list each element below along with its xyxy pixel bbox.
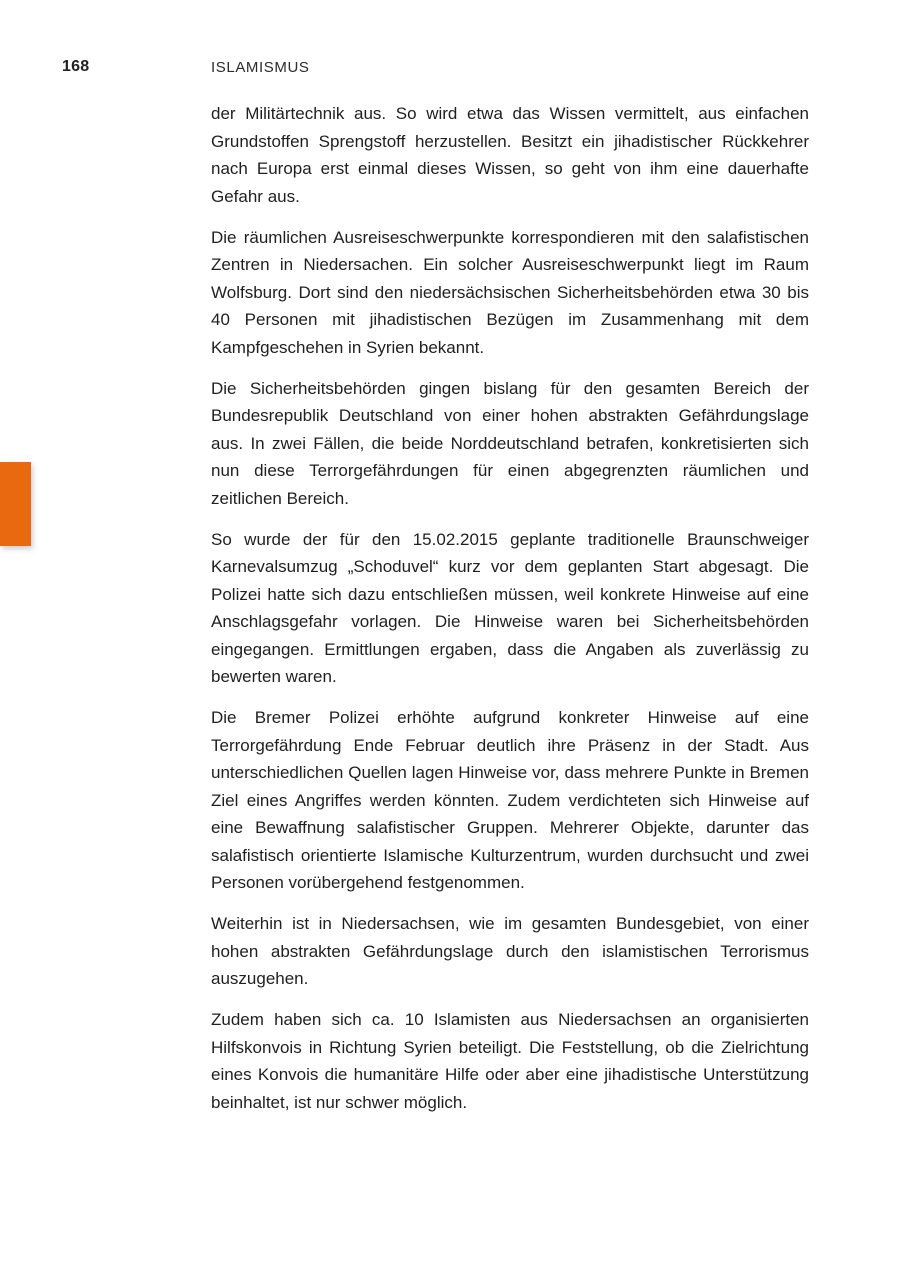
paragraph: Weiterhin ist in Niedersachsen, wie im gesamten Bundesgebiet, von einer hohen abstrakten Gefährdungslage durch den islamistischen Terrorismus auszugehen.	[211, 914, 809, 988]
body-text	[211, 100, 809, 1116]
running-header-title: ISLAMISMUS	[211, 59, 310, 76]
paragraph: Die Bremer Polizei erhöhte aufgrund konkreter Hinweise auf eine Terrorgefährdung Ende Februar deutlich ihre Präsenz in der Stadt. Aus unterschiedlichen Quellen lagen Hinweise vor, dass mehrere Punkte in Bremen Ziel eines Angriffes werden könnten. Zudem verdichteten sich Hinweise auf eine Bewaffnung salafistischer Gruppen. Mehrerer Objekte, darunter das salafistisch orientierte Islamische Kulturzentrum, wurden durchsucht und zwei Personen vorübergehend festgenommen.	[211, 708, 809, 892]
chapter-tab-marker	[0, 462, 31, 546]
page-number: 168	[62, 58, 90, 75]
paragraph: der Militärtechnik aus. So wird etwa das Wissen vermittelt, aus einfachen Grundstoffen Sprengstoff herzustellen. Besitzt ein jihadistischer Rückkehrer nach Europa erst einmal dieses Wissen, so geht von ihm eine dauerhafte Gefahr aus.	[211, 104, 809, 206]
paragraph: So wurde der für den 15.02.2015 geplante traditionelle Braunschweiger Karnevalsumzug „Schoduvel“ kurz vor dem geplanten Start abgesagt. Die Polizei hatte sich dazu entschließen müssen, weil konkrete Hinweise auf eine Anschlagsgefahr vorlagen. Die Hinweise waren bei Sicherheitsbehörden eingegangen. Ermittlungen ergaben, dass die Angaben als zuverlässig zu bewerten waren.	[211, 529, 809, 686]
paragraph: Zudem haben sich ca. 10 Islamisten aus Niedersachsen an organisierten Hilfskonvois in Richtung Syrien beteiligt. Die Feststellung, ob die Zielrichtung eines Konvois die humanitäre Hilfe oder aber eine jihadistische Unterstützung beinhaltet, ist nur schwer möglich.	[211, 1010, 809, 1112]
paragraph: Die räumlichen Ausreiseschwerpunkte korrespondieren mit den salafistischen Zentren in Niedersachen. Ein solcher Ausreiseschwerpunkt liegt im Raum Wolfsburg. Dort sind den niedersächsischen Sicherheitsbehörden etwa 30 bis 40 Personen mit jihadistischen Bezügen im Zusammenhang mit dem Kampfgeschehen in Syrien bekannt.	[211, 227, 809, 357]
paragraph: Die Sicherheitsbehörden gingen bislang für den gesamten Bereich der Bundesrepublik Deutschland von einer hohen abstrakten Gefährdungslage aus. In zwei Fällen, die beide Norddeutschland betrafen, konkretisierten sich nun diese Terrorgefährdungen für einen abgegrenzten räumlichen und zeitlichen Bereich.	[211, 378, 809, 508]
